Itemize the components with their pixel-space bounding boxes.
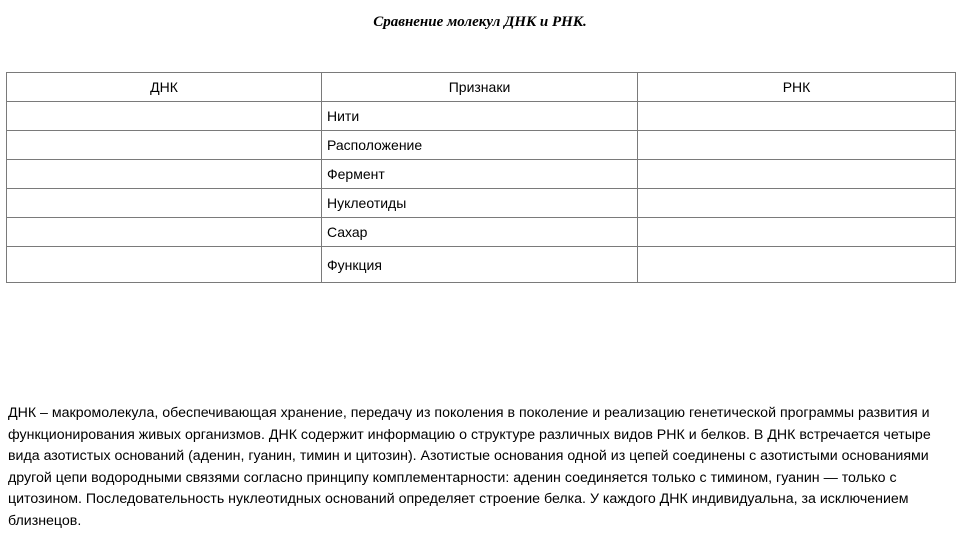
page-title: Сравнение молекул ДНК и РНК. [373, 14, 587, 30]
dna-cell[interactable] [7, 218, 322, 247]
feature-cell: Нуклеотиды [322, 189, 638, 218]
feature-cell: Нити [322, 102, 638, 131]
dna-cell[interactable] [7, 247, 322, 283]
table-row [7, 218, 956, 247]
comparison-table [6, 72, 956, 283]
rna-cell[interactable] [638, 131, 956, 160]
rna-cell[interactable] [638, 218, 956, 247]
feature-cell: Функция [322, 247, 638, 283]
table-row [7, 160, 956, 189]
rna-cell[interactable] [638, 160, 956, 189]
dna-cell[interactable] [7, 160, 322, 189]
feature-cell: Фермент [322, 160, 638, 189]
header-dna: ДНК [7, 73, 322, 102]
dna-cell[interactable] [7, 102, 322, 131]
dna-cell[interactable] [7, 189, 322, 218]
table-row [7, 189, 956, 218]
table-row [7, 102, 956, 131]
dna-cell[interactable] [7, 131, 322, 160]
rna-cell[interactable] [638, 247, 956, 283]
header-rna: РНК [638, 73, 956, 102]
table-row [7, 247, 956, 283]
rna-cell[interactable] [638, 102, 956, 131]
dna-description-paragraph: ДНК – макромолекула, обеспечивающая хранение, передачу из поколения в поколение и реализацию генетической программы развития и функционирования живых организмов. ДНК содержит информацию о структуре различных видов РНК и белков. В ДНК встречается четыре вида азотистых оснований (аденин, гуанин, тимин и цитозин). Азотистые основания одной из цепей соединены с азотистыми основаниями другой цепи водородными связями согласно принципу комплементарности: аденин соединяется только с тимином, гуанин — только с цитозином. Последовательность нуклеотидных оснований определяет строение белка. У каждого ДНК индивидуальна, за исключением близнецов. [8, 405, 931, 529]
feature-cell: Расположение [322, 131, 638, 160]
table-row [7, 131, 956, 160]
table-header-row [7, 73, 956, 102]
rna-cell[interactable] [638, 189, 956, 218]
header-features: Признаки [322, 73, 638, 102]
feature-cell: Сахар [322, 218, 638, 247]
